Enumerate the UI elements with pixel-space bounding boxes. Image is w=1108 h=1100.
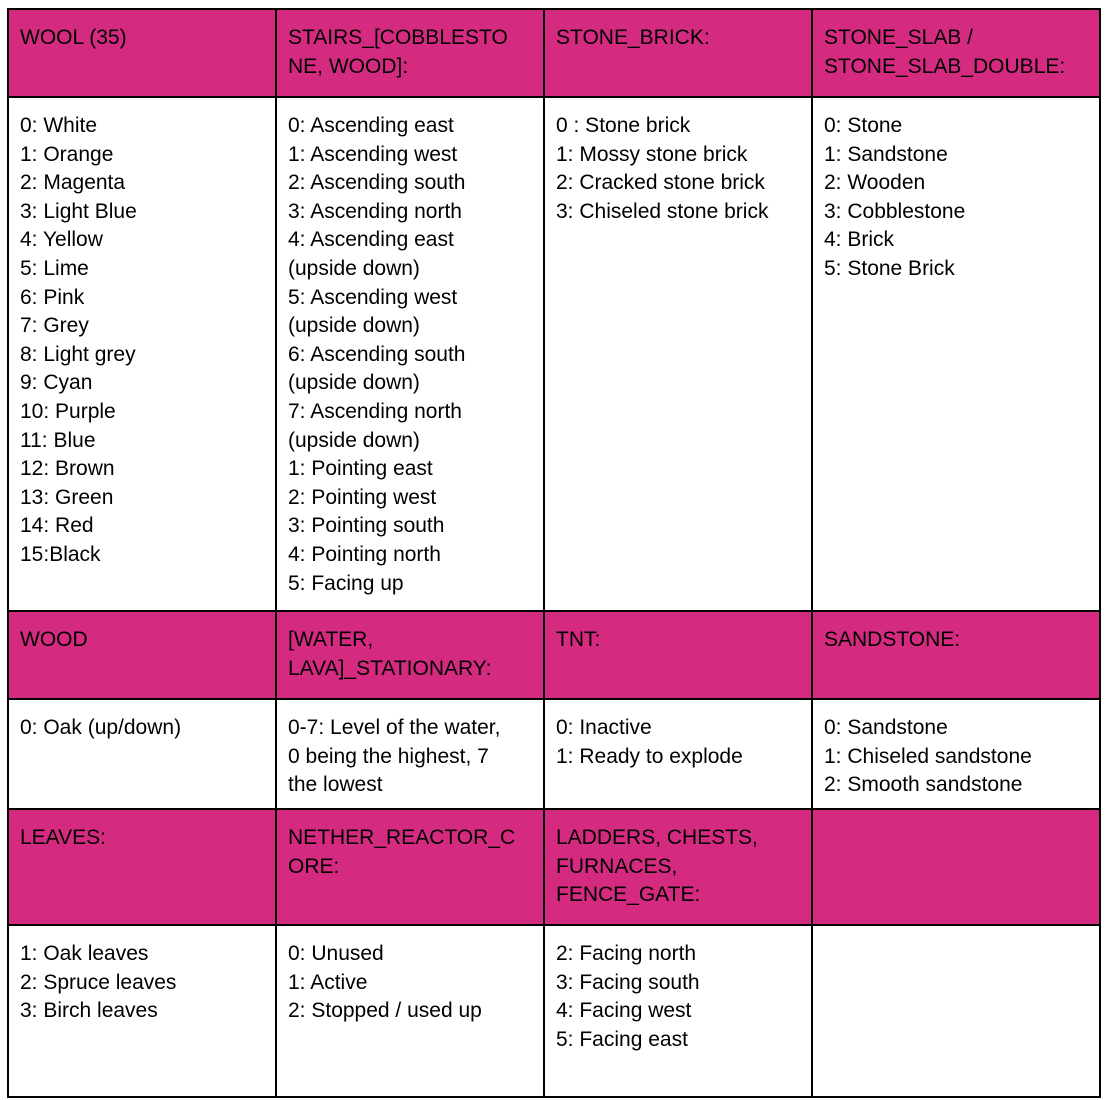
- value-line: 4: Facing west: [556, 999, 692, 1023]
- value-line: 0: Ascending east: [288, 114, 454, 137]
- block-data-sheet: [7, 8, 1101, 1098]
- value-line: 0: Inactive: [556, 716, 652, 739]
- header-cell-leaves: [8, 809, 276, 925]
- value-line: 1: Active: [288, 970, 368, 994]
- value-line: 0-7: Level of the water,: [288, 716, 501, 739]
- header-cell-empty: [812, 809, 1100, 925]
- value-line: 3: Birch leaves: [20, 999, 158, 1023]
- value-cell: [8, 925, 276, 1097]
- value-cell: [276, 699, 544, 809]
- value-line: 4: Pointing north: [288, 542, 441, 566]
- value-line: 2: Stopped / used up: [288, 999, 482, 1023]
- value-line: 1: Ascending west: [288, 142, 458, 166]
- value-row: [8, 699, 1100, 809]
- value-line: 2: Spruce leaves: [20, 970, 177, 994]
- value-line: 15:Black: [20, 542, 101, 566]
- value-line: 4: Brick: [824, 228, 895, 252]
- value-row: [8, 925, 1100, 1097]
- header-cell-wool-35: [8, 9, 276, 97]
- value-line: 8: Light grey: [20, 342, 136, 366]
- value-line: 7: Grey: [20, 314, 89, 338]
- value-line: the lowest: [288, 773, 383, 797]
- value-cell: [276, 97, 544, 611]
- value-line: 2: Pointing west: [288, 485, 437, 509]
- value-line: 9: Cyan: [20, 371, 93, 395]
- header-label: TNT:: [556, 628, 601, 651]
- value-line: 4: Yellow: [20, 228, 103, 252]
- value-line: 2: Magenta: [20, 171, 126, 195]
- header-label: STONE_SLAB_DOUBLE:: [824, 54, 1066, 78]
- header-label: FURNACES,: [556, 854, 678, 878]
- value-line: 1: Chiseled sandstone: [824, 744, 1032, 768]
- header-label: NE, WOOD]:: [288, 54, 409, 78]
- value-line: 11: Blue: [20, 428, 96, 452]
- value-line: 1: Pointing east: [288, 457, 433, 481]
- value-line: 12: Brown: [20, 457, 115, 481]
- header-label: [WATER,: [288, 628, 374, 651]
- value-line: 3: Ascending north: [288, 199, 462, 223]
- value-line: 0 : Stone brick: [556, 114, 691, 137]
- value-line: 1: Orange: [20, 142, 114, 166]
- value-line: 13: Green: [20, 485, 114, 509]
- header-label: STONE_SLAB /: [824, 26, 974, 49]
- header-label: LAVA]_STATIONARY:: [288, 656, 492, 680]
- value-row: [8, 97, 1100, 611]
- value-line: (upside down): [288, 314, 420, 338]
- value-line: 14: Red: [20, 514, 94, 538]
- value-line: 5: Facing up: [288, 571, 404, 595]
- value-cell: [544, 925, 812, 1097]
- value-cell: [8, 97, 276, 611]
- value-line: 0: White: [20, 114, 98, 137]
- value-line: 3: Facing south: [556, 970, 700, 994]
- value-cell: [812, 699, 1100, 809]
- value-line: 5: Stone Brick: [824, 256, 955, 280]
- value-line: 3: Pointing south: [288, 514, 445, 538]
- value-line: 2: Cracked stone brick: [556, 171, 765, 195]
- header-label: STAIRS_[COBBLESTO: [288, 26, 508, 49]
- value-line: 0: Sandstone: [824, 716, 948, 739]
- value-line: (upside down): [288, 428, 420, 452]
- header-label: LEAVES:: [20, 826, 106, 849]
- value-line: 5: Lime: [20, 256, 89, 280]
- value-line: 6: Pink: [20, 285, 85, 309]
- table-body: [8, 9, 1100, 1097]
- header-cell-sandstone: [812, 611, 1100, 699]
- value-line: 2: Facing north: [556, 942, 697, 965]
- header-label: SANDSTONE:: [824, 628, 961, 651]
- value-line: 6: Ascending south: [288, 342, 466, 366]
- value-cell: [544, 699, 812, 809]
- header-row: [8, 9, 1100, 97]
- value-line: 3: Chiseled stone brick: [556, 199, 769, 223]
- header-label: NETHER_REACTOR_C: [288, 826, 516, 849]
- header-label: ORE:: [288, 854, 340, 878]
- value-line: 0: Oak (up/down): [20, 716, 182, 739]
- value-line: 1: Mossy stone brick: [556, 142, 748, 166]
- value-cell: [812, 925, 1100, 1097]
- value-line: 3: Cobblestone: [824, 199, 966, 223]
- header-cell-tnt: [544, 611, 812, 699]
- value-line: (upside down): [288, 371, 420, 395]
- value-line: 0: Unused: [288, 942, 384, 965]
- value-line: 0 being the highest, 7: [288, 744, 489, 768]
- value-line: 2: Wooden: [824, 171, 926, 195]
- value-line: (upside down): [288, 256, 420, 280]
- header-cell-wood: [8, 611, 276, 699]
- block-data-table: [7, 8, 1101, 1098]
- value-line: 3: Light Blue: [20, 199, 137, 223]
- header-cell-ladders-chests-furnaces-fence-gate: [544, 809, 812, 925]
- header-row: [8, 611, 1100, 699]
- value-cell: [544, 97, 812, 611]
- value-cell: [8, 699, 276, 809]
- header-cell-stairs-cobblesto-ne-wood: [276, 9, 544, 97]
- value-line: 7: Ascending north: [288, 399, 462, 423]
- header-row: [8, 809, 1100, 925]
- header-label: STONE_BRICK:: [556, 26, 710, 49]
- value-cell: [812, 97, 1100, 611]
- value-line: 5: Ascending west: [288, 285, 458, 309]
- value-line: 1: Oak leaves: [20, 942, 149, 965]
- value-line: 2: Ascending south: [288, 171, 466, 195]
- header-label: FENCE_GATE:: [556, 883, 701, 907]
- header-cell-nether-reactor-c-ore: [276, 809, 544, 925]
- value-line: 10: Purple: [20, 399, 116, 423]
- value-line: 4: Ascending east: [288, 228, 454, 252]
- value-cell: [276, 925, 544, 1097]
- value-line: 2: Smooth sandstone: [824, 773, 1023, 797]
- header-label: WOOD: [20, 628, 88, 651]
- value-line: 0: Stone: [824, 114, 903, 137]
- header-cell-water-lava-stationary: [276, 611, 544, 699]
- header-cell-stone-brick: [544, 9, 812, 97]
- header-label: WOOL (35): [20, 26, 127, 49]
- value-line: 5: Facing east: [556, 1027, 688, 1051]
- header-label: LADDERS, CHESTS,: [556, 826, 758, 849]
- value-line: 1: Ready to explode: [556, 744, 743, 768]
- value-line: 1: Sandstone: [824, 142, 948, 166]
- header-cell-stone-slab-stone-slab-double: [812, 9, 1100, 97]
